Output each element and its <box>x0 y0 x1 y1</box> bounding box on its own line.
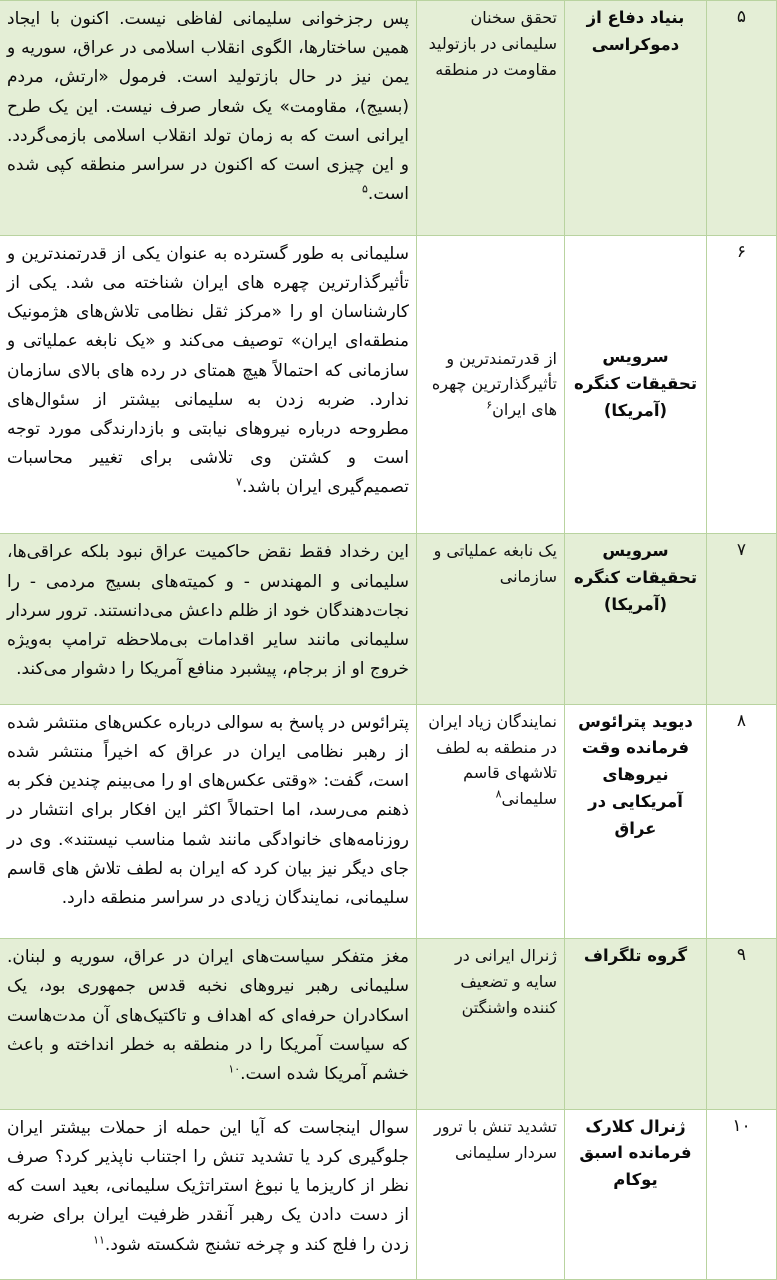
body-quote-cell <box>0 939 417 1109</box>
source-name: ژنرال کلارک فرمانده اسبق یوکام <box>573 1116 692 1190</box>
footnote-marker: ۸ <box>495 788 502 802</box>
body-quote-cell <box>0 1109 417 1279</box>
row-number: ۵ <box>736 7 747 27</box>
table-body <box>0 1 777 1280</box>
body-quote-cell <box>0 534 417 704</box>
topic-summary: یک نابغه عملیاتی و سازمانی <box>428 541 557 587</box>
topic-summary-cell <box>417 1109 565 1279</box>
topic-summary-cell <box>417 235 565 534</box>
footnote-marker: ۱۰ <box>228 1062 241 1076</box>
body-quote-cell <box>0 235 417 534</box>
body-quote: سوال اینجاست که آیا این حمله از حملات بیشتر ایران جلوگیری کرد یا تشدید تنش را اجتناب ناپذیر کرد؟ صرف نظر از کاریزما یا نبوغ استراتژیک سلیمانی، بعید است که از دست دادن یک رهبر آنقدر ظرفیت ایران برای ضربه زدن را فلج کند و چرخه تشنج شکسته شود. <box>7 1117 409 1255</box>
body-quote-cell <box>0 1 417 236</box>
row-number: ۶ <box>736 241 747 262</box>
topic-summary-cell <box>417 1 565 236</box>
row-number-cell <box>707 534 777 704</box>
source-name-cell <box>565 939 707 1109</box>
footnote-marker: ۵ <box>362 182 368 196</box>
source-name-cell <box>565 235 707 534</box>
source-name-cell <box>565 1 707 236</box>
source-name-cell <box>565 704 707 939</box>
body-quote: این رخداد فقط نقض حاکمیت عراق نبود بلکه عراقی‌ها، سلیمانی و المهندس - و کمیته‌های بسیج مردمی - را نجات‌دهندگان خود از ظلم داعش می‌دانستند. ترور سردار سلیمانی مانند سایر اقدامات بی‌ملاحظه ترامپ به‌ویژه خروج او از برجام، پیشبرد منافع آمریکا را دشوار می‌کند. <box>7 542 409 680</box>
row-number: ۷ <box>736 540 747 561</box>
footnote-marker: ۶ <box>486 399 493 413</box>
topic-summary-cell <box>417 704 565 939</box>
row-number-cell <box>707 1109 777 1279</box>
body-quote-cell <box>0 704 417 939</box>
topic-summary: تحقق سخنان سلیمانی در بازتولید مقاومت در منطقه <box>423 8 557 79</box>
body-quote: پترائوس در پاسخ به سوالی درباره عکس‌های منتشر شده از رهبر نظامی ایران در عراق که اخیراً منتشر شده است، گفت: «وقتی عکس‌های او را می‌بینم چندین فکر به ذهنم می‌رسد، اما احتمالاً اکثر این افکار برای انتشار در روزنامه‌های خانوادگی مانند شما مناسب نیستند». وی در جای دیگر نیز بیان کرد که ایران به لطف تلاش های قاسم سلیمانی، نمایندگان زیادی در سراسر منطقه دارد. <box>6 712 409 909</box>
table-row <box>0 235 777 534</box>
table-row <box>0 704 777 939</box>
source-name: سرویس تحقیقات کنگره (آمریکا) <box>568 541 698 614</box>
footnote-marker: ۷ <box>236 475 242 489</box>
row-number: ۸ <box>736 710 747 731</box>
table-row <box>0 939 777 1109</box>
source-name: سرویس تحقیقات کنگره (آمریکا) <box>568 347 698 420</box>
source-name: بنیاد دفاع از دموکراسی <box>580 8 685 54</box>
row-number: ۹ <box>736 945 747 966</box>
source-name-cell <box>565 1109 707 1279</box>
row-number-cell <box>707 704 777 939</box>
topic-summary: نمایندگان زیاد ایران در منطقه به لطف تلاشهای قاسم سلیمانی <box>428 711 557 809</box>
table-row <box>0 534 777 704</box>
topic-summary-cell <box>417 534 565 704</box>
topic-summary: تشدید تنش با ترور سردار سلیمانی <box>428 1116 557 1162</box>
topic-summary-cell <box>417 939 565 1109</box>
body-quote: پس رجزخوانی سلیمانی لفاظی نیست. اکنون با ایجاد همین ساختارها، الگوی انقلاب اسلامی در عراق، سوریه و یمن نیز در حال بازتولید است. فرمول «ارتش، مردم (بسیج)، مقاومت» یک شعار صرف نیست. این یک طرح ایرانی است که به زمان تولد انقلاب اسلامی بازمی‌گردد. و این چیزی است که اکنون در سراسر منطقه کپی شده است. <box>7 9 409 205</box>
table-row <box>0 1 777 236</box>
topic-summary: ژنرال ایرانی در سایه و تضعیف کننده واشنگتن <box>449 946 557 1018</box>
footnote-marker: ۱۱ <box>93 1232 105 1246</box>
source-name-cell <box>565 534 707 704</box>
table-row <box>0 1109 777 1279</box>
row-number-cell <box>707 1 777 236</box>
source-name: گروه تلگراف <box>583 946 688 966</box>
topic-summary: از قدرتمندترین و تأثیرگذارترین چهره های ایران <box>431 348 557 420</box>
body-quote: سلیمانی به طور گسترده به عنوان یکی از قدرتمندترین و تأثیرگذارترین چهره های ایران شناخته می شد. یکی از کارشناسان او را «مرکز ثقل نظامی تلاش‌های هژمونیک منطقه‌ای ایران» توصیف می‌کند و «یک نابغه عملیاتی و سازمانی که احتمالاً هیچ همتای در رده های بالای سازمان ندارد. ضربه زدن به سلیمانی بیشتر از سئوال‌های مطروحه درباره نیروهای نیابتی و بازدارندگی مورد توجه است و کشتن وی تلاشی برای تغییر محاسبات تصمیم‌گیری ایران باشد. <box>7 243 409 498</box>
row-number-cell <box>707 235 777 534</box>
source-name: دیوید پترائوس فرمانده وقت نیروهای آمریکایی در عراق <box>572 711 693 838</box>
body-quote: مغز متفکر سیاست‌های ایران در عراق، سوریه و لبنان. سلیمانی رهبر نیروهای نخبه قدس جمهوری بود، یک اسکادران حرفه‌ای که اهداف و تاکتیک‌های آن مدت‌هاست که سیاست آمریکا را در منطقه به خطر انداخته و باعث خشم آمریکا شده است. <box>7 947 409 1085</box>
row-number: ۱۰ <box>732 1115 751 1136</box>
row-number-cell <box>707 939 777 1109</box>
